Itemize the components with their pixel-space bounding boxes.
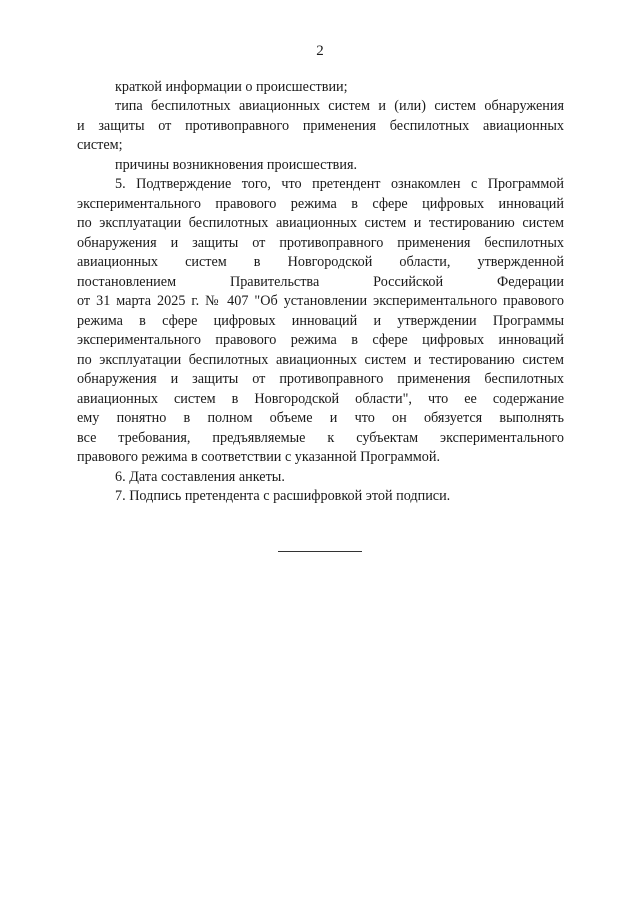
text-line: режима в сфере цифровых инноваций и утверждении Программы — [77, 313, 564, 329]
text-line: от 31 марта 2025 г. № 407 "Об установлении экспериментального правового — [77, 293, 564, 309]
text-line: по эксплуатации беспилотных авиационных систем и тестированию систем — [77, 215, 564, 231]
text-line: краткой информации о происшествии; — [115, 79, 348, 95]
text-line: обнаружения и защиты от противоправного применения беспилотных — [77, 371, 564, 387]
text-line: авиационных систем в Новгородской области, утвержденной — [77, 254, 564, 270]
text-line: и защиты от противоправного применения беспилотных авиационных — [77, 118, 564, 134]
end-of-document-rule — [278, 551, 362, 552]
text-line: по эксплуатации беспилотных авиационных систем и тестированию систем — [77, 352, 564, 368]
text-line: ему понятно в полном объеме и что он обязуется выполнять — [77, 410, 564, 426]
text-line: правового режима в соответствии с указанной Программой. — [77, 449, 441, 465]
text-line: обнаружения и защиты от противоправного применения беспилотных — [77, 235, 564, 251]
text-line: экспериментального правового режима в сфере цифровых инноваций — [77, 196, 564, 212]
text-line: экспериментального правового режима в сфере цифровых инноваций — [77, 332, 564, 348]
text-line: 6. Дата составления анкеты. — [115, 469, 285, 485]
text-line: 7. Подпись претендента с расшифровкой этой подписи. — [115, 488, 451, 504]
text-line: все требования, предъявляемые к субъектам экспериментального — [77, 430, 564, 446]
text-line: постановлением Правительства Российской Федерации — [77, 274, 564, 290]
text-line: причины возникновения происшествия. — [115, 157, 358, 173]
page-number: 2 — [316, 43, 324, 59]
text-line: типа беспилотных авиационных систем и (или) систем обнаружения — [115, 98, 564, 114]
text-line: 5. Подтверждение того, что претендент ознакомлен с Программой — [115, 176, 564, 192]
text-line: систем; — [77, 137, 123, 153]
text-line: авиационных систем в Новгородской области", что ее содержание — [77, 391, 564, 407]
